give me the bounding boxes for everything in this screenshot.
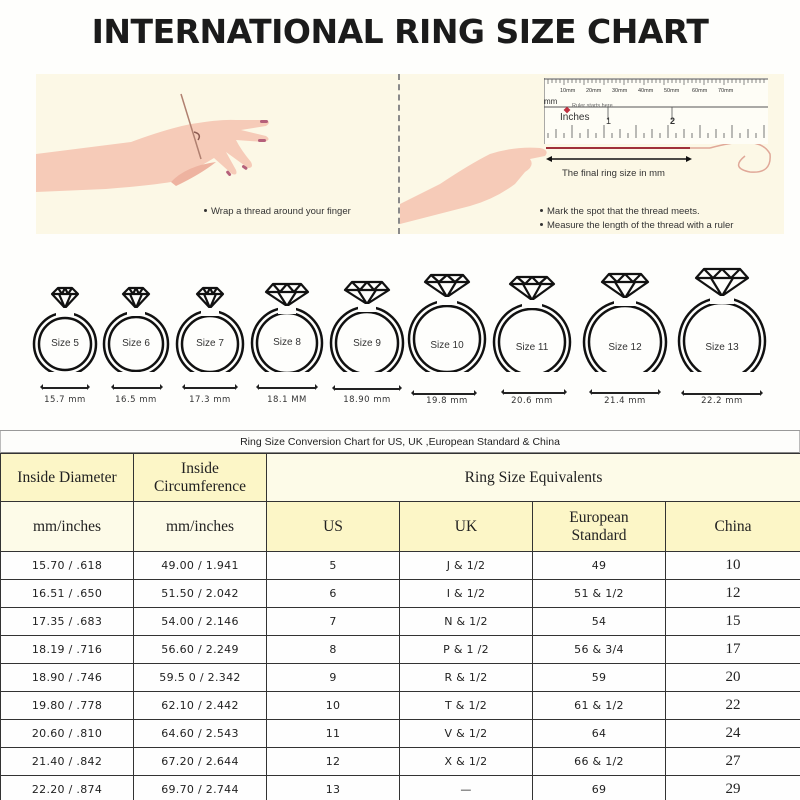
cell-us: 7 [267,608,400,636]
table-caption: Ring Size Conversion Chart for US, UK ,European Standard & China [0,431,800,453]
cell-diameter: 18.90 / .746 [1,664,134,692]
ring-size-12 [580,262,670,406]
header-inside-circumference: Inside Circumference [134,454,267,502]
header-row [1,454,800,502]
cell-diameter: 18.19 / .716 [1,636,134,664]
cell-diameter: 17.35 / .683 [1,608,134,636]
diamond-ring-icon [100,262,172,372]
cell-uk: J & 1/2 [400,552,533,580]
cell-circumference: 56.60 / 2.249 [134,636,267,664]
ruler-mm-tick: 30mm [612,88,628,94]
diameter-arrow-icon [335,388,399,390]
diameter-arrow-icon [414,393,474,395]
cell-us: 5 [267,552,400,580]
ruler-inch-tick: 2 [670,116,676,126]
header-circumference-unit: mm/inches [134,502,267,552]
ring-size-10 [406,262,488,406]
cell-eu: 56 & 3/4 [533,636,666,664]
cell-us: 12 [267,748,400,776]
ring-size-8 [248,262,326,405]
header-china: China [666,502,800,552]
cell-uk: P & 1 /2 [400,636,533,664]
diameter-arrow-icon [259,387,315,389]
cell-circumference: 62.10 / 2.442 [134,692,267,720]
cell-uk: — [400,776,533,800]
diameter-arrow-icon [684,393,760,395]
ruler-mm-tick: 20mm [586,88,602,94]
cell-china: 29 [666,776,800,800]
cell-diameter: 22.20 / .874 [1,776,134,800]
diameter-arrow-icon [504,392,564,394]
cell-uk: T & 1/2 [400,692,533,720]
cell-eu: 59 [533,664,666,692]
ring-diameter: 22.2 mm [701,396,743,406]
ring-size-label: Size 9 [353,338,381,349]
table-row [1,636,800,664]
cell-uk: V & 1/2 [400,720,533,748]
table-row [1,580,800,608]
cell-eu: 69 [533,776,666,800]
ring-size-label: Size 8 [273,337,301,348]
cell-circumference: 69.70 / 2.744 [134,776,267,800]
diamond-ring-icon [490,262,574,372]
diamond-ring-icon [327,262,407,372]
step-text: Wrap a thread around your finger [204,206,351,217]
ring-size-label: Size 10 [430,340,464,351]
ring-diameter: 19.8 mm [426,396,468,406]
header-ring-size-equivalents: Ring Size Equivalents [267,454,800,502]
ruler-mm-tick: 60mm [692,88,708,94]
cell-diameter: 19.80 / .778 [1,692,134,720]
diamond-ring-icon [674,262,770,372]
ring-diameter: 18.90 mm [343,395,391,405]
table-row [1,608,800,636]
cell-us: 11 [267,720,400,748]
cell-china: 12 [666,580,800,608]
diamond-ring-icon [406,262,488,372]
cell-circumference: 54.00 / 2.146 [134,608,267,636]
cell-uk: X & 1/2 [400,748,533,776]
cell-eu: 61 & 1/2 [533,692,666,720]
ring-size-5 [30,262,100,405]
cell-eu: 64 [533,720,666,748]
cell-china: 10 [666,552,800,580]
cell-uk: R & 1/2 [400,664,533,692]
ruler-mm-tick: 70mm [718,88,734,94]
ring-size-9 [327,262,407,405]
cell-diameter: 20.60 / .810 [1,720,134,748]
header-uk: UK [400,502,533,552]
ring-size-label: Size 11 [515,342,549,353]
cell-circumference: 67.20 / 2.644 [134,748,267,776]
ruler-mm-unit: mm [544,97,558,106]
ruler-mm-tick: 10mm [560,88,576,94]
ring-diameter: 20.6 mm [511,396,553,406]
ring-diameter: 17.3 mm [189,395,231,405]
ring-size-13 [674,262,770,406]
cell-diameter: 16.51 / .650 [1,580,134,608]
table-row [1,720,800,748]
cell-china: 22 [666,692,800,720]
cell-us: 8 [267,636,400,664]
ring-size-illustrations [0,262,800,410]
ring-size-label: Size 7 [196,338,224,349]
conversion-table [0,453,800,800]
subheader-row [1,502,800,552]
diamond-ring-icon [248,262,326,372]
ruler-inches-label: Inches [560,112,590,123]
ring-diameter: 21.4 mm [604,396,646,406]
cell-us: 13 [267,776,400,800]
ring-diameter: 15.7 mm [44,395,86,405]
cell-diameter: 15.70 / .618 [1,552,134,580]
header-us: US [267,502,400,552]
diamond-ring-icon [173,262,247,372]
cell-circumference: 59.5 0 / 2.342 [134,664,267,692]
ring-diameter: 18.1 MM [267,395,307,405]
table-row [1,776,800,800]
ring-size-11 [490,262,574,406]
cell-uk: I & 1/2 [400,580,533,608]
cell-circumference: 49.00 / 1.941 [134,552,267,580]
ruler-inch-tick: 1 [606,116,612,126]
cell-us: 6 [267,580,400,608]
cell-china: 15 [666,608,800,636]
diameter-arrow-icon [43,387,87,389]
diamond-ring-icon [580,262,670,372]
ruler [544,78,768,144]
ring-size-label: Size 6 [122,338,150,349]
header-diameter-unit: mm/inches [1,502,134,552]
ruler-mm-tick: 40mm [638,88,654,94]
step-text: Mark the spot that the thread meets. [540,206,700,217]
diamond-ring-icon [30,262,100,372]
step-text: Measure the length of the thread with a ruler [540,220,733,231]
cell-eu: 66 & 1/2 [533,748,666,776]
ring-size-label: Size 13 [705,342,739,353]
ring-size-label: Size 5 [51,338,79,349]
header-inside-diameter: Inside Diameter [1,454,134,502]
cell-us: 10 [267,692,400,720]
page-title: INTERNATIONAL RING SIZE CHART [91,12,709,51]
ring-size-conversion-table [0,430,800,800]
cell-diameter: 21.40 / .842 [1,748,134,776]
diameter-arrow-icon [592,392,658,394]
ruler-ticks-icon [544,78,768,144]
table-row [1,664,800,692]
cell-circumference: 64.60 / 2.543 [134,720,267,748]
cell-circumference: 51.50 / 2.042 [134,580,267,608]
cell-china: 20 [666,664,800,692]
cell-eu: 49 [533,552,666,580]
cell-china: 24 [666,720,800,748]
cell-china: 17 [666,636,800,664]
ruler-mm-tick: 50mm [664,88,680,94]
step-wrap-thread [36,74,398,234]
cell-us: 9 [267,664,400,692]
ring-diameter: 16.5 mm [115,395,157,405]
diameter-arrow-icon [185,387,235,389]
table-row [1,552,800,580]
ring-size-label: Size 12 [608,342,642,353]
cell-eu: 51 & 1/2 [533,580,666,608]
table-row [1,692,800,720]
ring-size-6 [100,262,172,405]
cell-eu: 54 [533,608,666,636]
header-european: European Standard [533,502,666,552]
diameter-arrow-icon [114,387,160,389]
cell-uk: N & 1/2 [400,608,533,636]
ruler-start-label: Ruler starts here [572,103,613,109]
ring-size-result-label: The final ring size in mm [562,168,665,179]
ring-size-7 [173,262,247,405]
table-row [1,748,800,776]
cell-china: 27 [666,748,800,776]
